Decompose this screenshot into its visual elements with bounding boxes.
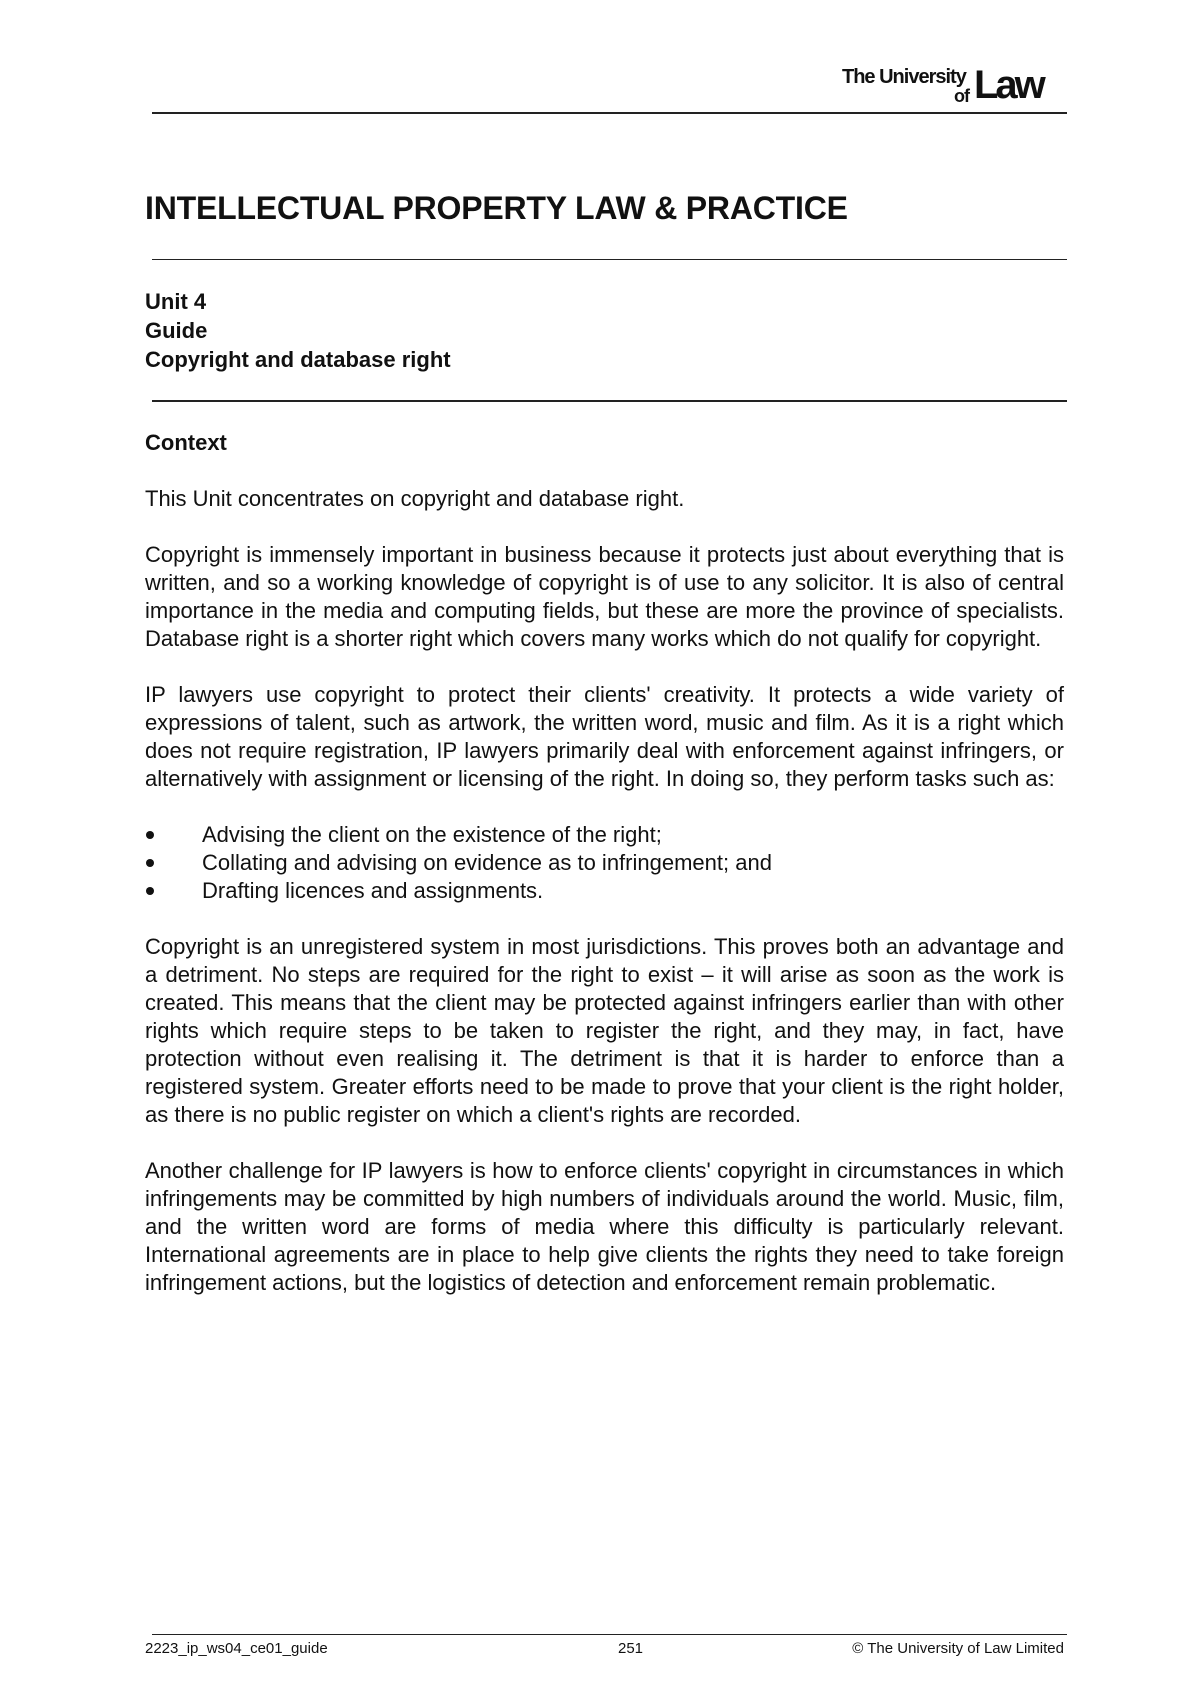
- paragraph-copyright-importance: Copyright is immensely important in business because it protects just about everything that is written, and so a working knowledge of copyright is of use to any solicitor. It is also of central importance in the media and computing fields, but these are more the province of specialists. Database right is a shorter right which covers many works which do not qualify for copyright.: [145, 542, 1064, 651]
- document-code: 2223_ip_ws04_ce01_guide: [145, 1640, 328, 1657]
- list-item: [145, 849, 1064, 877]
- list-item: [145, 877, 1064, 905]
- paragraph-unregistered-system: Copyright is an unregistered system in most jurisdictions. This proves both an advantage and a detriment. No steps are required for the right to exist – it will arise as soon as the work is created. This means that the client may be protected against infringers earlier than with other rights which require steps to be taken to register the right, and they may, in fact, have protection without even realising it. The detriment is that it is harder to enforce than a registered system. Greater efforts need to be made to prove that your client is the right holder, as there is no public register on which a client's rights are recorded.: [145, 934, 1064, 1127]
- paragraph-enforcement-challenge: Another challenge for IP lawyers is how to enforce clients' copyright in circumstances in which infringements may be committed by high numbers of individuals around the world. Music, film, and the written word are forms of media where this difficulty is particularly relevant. International agreements are in place to help give clients the rights they need to take foreign infringement actions, but the logistics of detection and enforcement remain problematic.: [145, 1158, 1064, 1295]
- unit-block: [145, 287, 451, 374]
- unit-type: Guide: [145, 318, 208, 343]
- context-heading: Context: [145, 430, 227, 455]
- logo-line1: The University: [842, 66, 966, 88]
- page-title: INTELLECTUAL PROPERTY LAW & PRACTICE: [145, 190, 848, 226]
- main-content: [145, 429, 1064, 1325]
- logo-of: of: [954, 86, 969, 106]
- logo-law: Law: [974, 63, 1043, 107]
- unit-number: Unit 4: [145, 289, 207, 314]
- list-item: [145, 821, 1064, 849]
- page-number: 251: [618, 1640, 644, 1657]
- list-item-text: Advising the client on the existence of the right;: [202, 822, 662, 847]
- footer-rule: [152, 1634, 1067, 1635]
- task-list: [145, 821, 1064, 905]
- unit-subject: Copyright and database right: [145, 347, 451, 372]
- header-rule: [152, 112, 1067, 114]
- unit-rule: [152, 400, 1067, 402]
- paragraph-intro: This Unit concentrates on copyright and database right.: [145, 486, 685, 511]
- list-item-text: Drafting licences and assignments.: [202, 878, 544, 903]
- title-rule: [152, 259, 1067, 260]
- list-item-text: Collating and advising on evidence as to infringement; and: [202, 850, 772, 875]
- bullet-icon: [146, 859, 154, 867]
- bullet-icon: [146, 887, 154, 895]
- paragraph-ip-lawyers: IP lawyers use copyright to protect their clients' creativity. It protects a wide variety of expressions of talent, such as artwork, the written word, music and film. As it is a right which does not require registration, IP lawyers primarily deal with enforcement against infringers, or alternatively with assignment or licensing of the right. In doing so, they perform tasks such as:: [145, 682, 1064, 791]
- university-logo: [842, 62, 1052, 112]
- bullet-icon: [146, 831, 154, 839]
- copyright-notice: © The University of Law Limited: [852, 1640, 1064, 1657]
